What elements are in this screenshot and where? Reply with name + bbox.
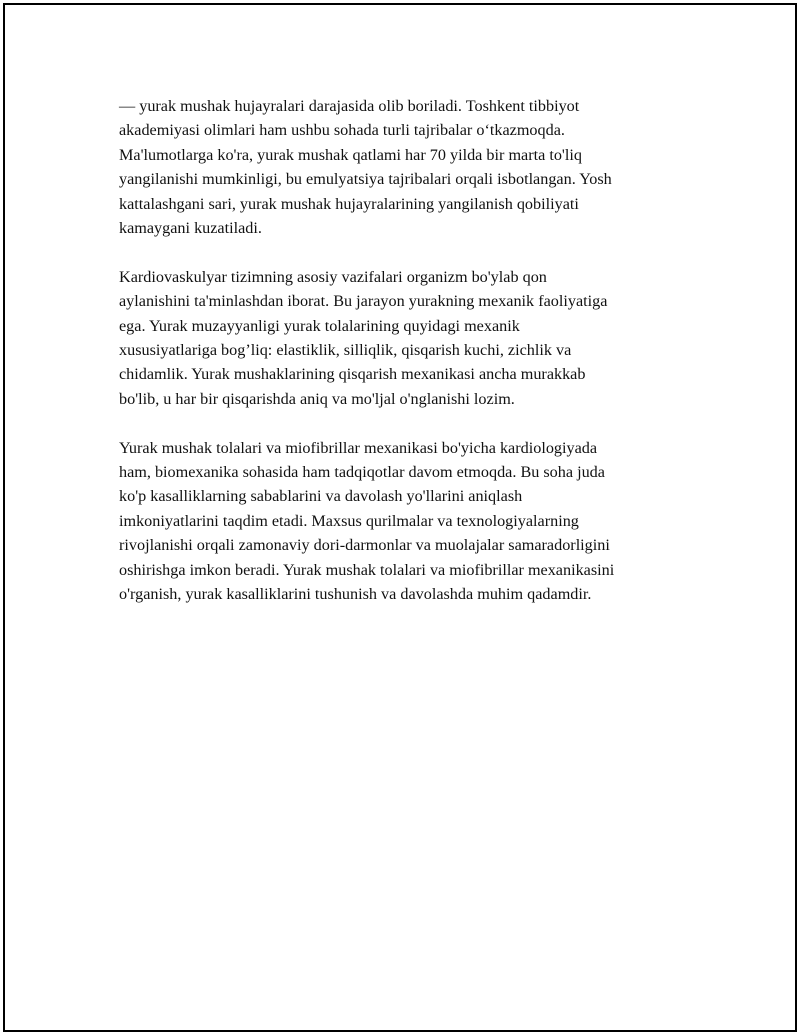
paragraph-line: Yurak mushak tolalari va miofibrillar mexanikasi bo'yicha kardiologiyada bbox=[119, 438, 598, 457]
paragraph-line: imkoniyatlarini taqdim etadi. Maxsus qurilmalar va texnologiyalarning bbox=[119, 511, 579, 530]
paragraph-3 bbox=[119, 436, 699, 607]
paragraph-line: chidamlik. Yurak mushaklarining qisqarish mexanikasi ancha murakkab bbox=[119, 365, 586, 384]
document-page bbox=[3, 3, 797, 1032]
paragraph-line: akademiyasi olimlari ham ushbu sohada turli tajribalar o‘tkazmoqda. bbox=[119, 121, 565, 140]
paragraph-line: — yurak mushak hujayralari darajasida olib boriladi. Toshkent tibbiyot bbox=[119, 97, 580, 115]
paragraph-line: ham, biomexanika sohasida ham tadqiqotlar davom etmoqda. Bu soha juda bbox=[119, 463, 605, 482]
paragraph-line: ega. Yurak muzayyanligi yurak tolalarining quyidagi mexanik bbox=[119, 316, 520, 335]
paragraph-line: rivojlanishi orqali zamonaviy dori-darmonlar va muolajalar samaradorligini bbox=[119, 536, 610, 555]
paragraph-line: aylanishini ta'minlashdan iborat. Bu jarayon yurakning mexanik faoliyatiga bbox=[119, 292, 608, 311]
paragraph-line: o'rganish, yurak kasalliklarini tushunish va davolashda muhim qadamdir. bbox=[119, 585, 592, 604]
paragraph-1 bbox=[119, 94, 699, 240]
paragraph-line: yangilanishi mumkinligi, bu emulyatsiya tajribalari orqali isbotlangan. Yosh bbox=[119, 170, 612, 189]
paragraph-line: kattalashgani sari, yurak mushak hujayralarining yangilanish qobiliyati bbox=[119, 194, 579, 213]
document-body bbox=[119, 94, 699, 607]
paragraph-line: oshirishga imkon beradi. Yurak mushak tolalari va miofibrillar mexanikasini bbox=[119, 560, 615, 579]
paragraph-line: xususiyatlariga bog’liq: elastiklik, silliqlik, qisqarish kuchi, zichlik va bbox=[119, 341, 572, 360]
paragraph-line: kamaygani kuzatiladi. bbox=[119, 219, 262, 238]
paragraph-line: bo'lib, u har bir qisqarishda aniq va mo'ljal o'nglanishi lozim. bbox=[119, 389, 515, 408]
paragraph-2 bbox=[119, 265, 699, 411]
paragraph-line: Kardiovaskulyar tizimning asosiy vazifalari organizm bo'ylab qon bbox=[119, 267, 547, 286]
paragraph-line: ko'p kasalliklarning sabablarini va davolash yo'llarini aniqlash bbox=[119, 487, 523, 506]
paragraph-line: Ma'lumotlarga ko'ra, yurak mushak qatlami har 70 yilda bir marta to'liq bbox=[119, 145, 582, 164]
